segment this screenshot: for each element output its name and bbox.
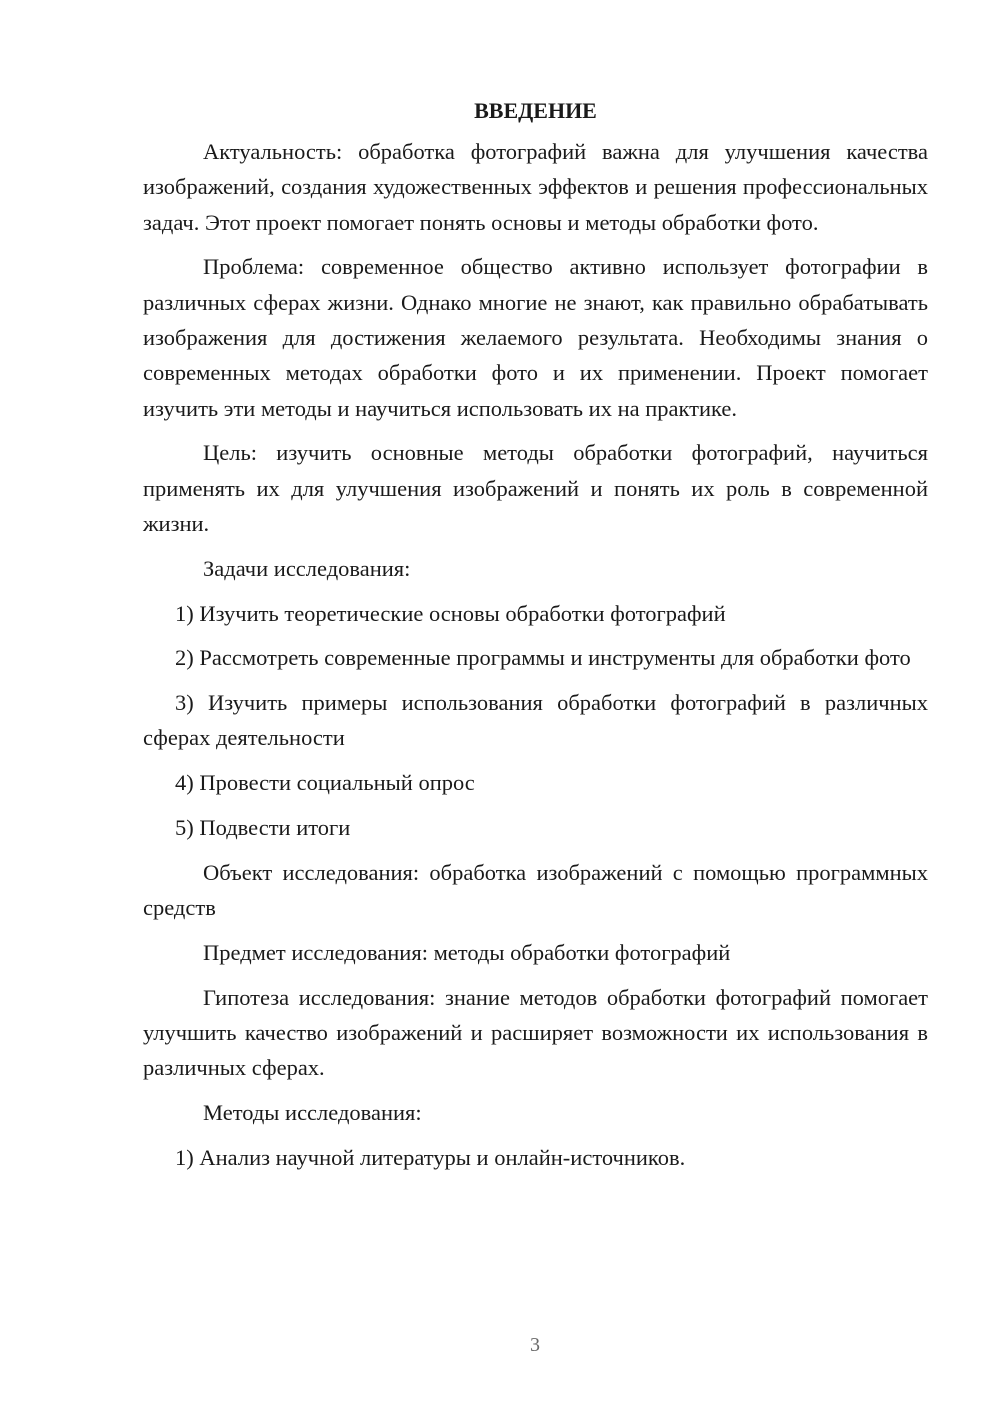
paragraph-methods-heading: Методы исследования: [203, 1100, 422, 1126]
task-item-2: 2) Рассмотреть современные программы и инструменты для обработки фото [175, 645, 911, 671]
paragraph-tasks-heading: Задачи исследования: [203, 555, 411, 581]
task-item-5: 5) Подвести итоги [175, 815, 351, 841]
page-number: 3 [530, 1334, 540, 1356]
paragraph-hypothesis: Гипотеза исследования: знание методов обработки фотографий помогает улучшить качество изображений и расширяет возможности их использования в различных сферах. [143, 984, 928, 1081]
page-title: ВВЕДЕНИЕ [474, 98, 597, 123]
document-body [143, 96, 928, 1185]
paragraph-problem: Проблема: современное общество активно использует фотографии в различных сферах жизни. Однако многие не знают, как правильно обрабатывать изображения для достижения желаемого результата. Необходимы знания о современных методах обработки фото и их применении. Проект помогает изучить эти методы и научиться использовать их на практике. [143, 254, 928, 421]
paragraph-subject: Предмет исследования: методы обработки фотографий [203, 939, 731, 965]
task-item-1: 1) Изучить теоретические основы обработки фотографий [175, 600, 726, 626]
paragraph-relevance: Актуальность: обработка фотографий важна для улучшения качества изображений, создания художественных эффектов и решения профессиональных задач. Этот проект помогает понять основы и методы обработки фото. [143, 139, 928, 235]
paragraph-goal: Цель: изучить основные методы обработки фотографий, научиться применять их для улучшения изображений и понять их роль в современной жизни. [143, 440, 928, 536]
task-item-4: 4) Провести социальный опрос [175, 770, 475, 796]
task-item-3: 3) Изучить примеры использования обработки фотографий в различных сферах деятельности [143, 690, 928, 751]
paragraph-object: Объект исследования: обработка изображений с помощью программных средств [143, 859, 928, 921]
method-item-1: 1) Анализ научной литературы и онлайн-источников. [175, 1144, 686, 1170]
